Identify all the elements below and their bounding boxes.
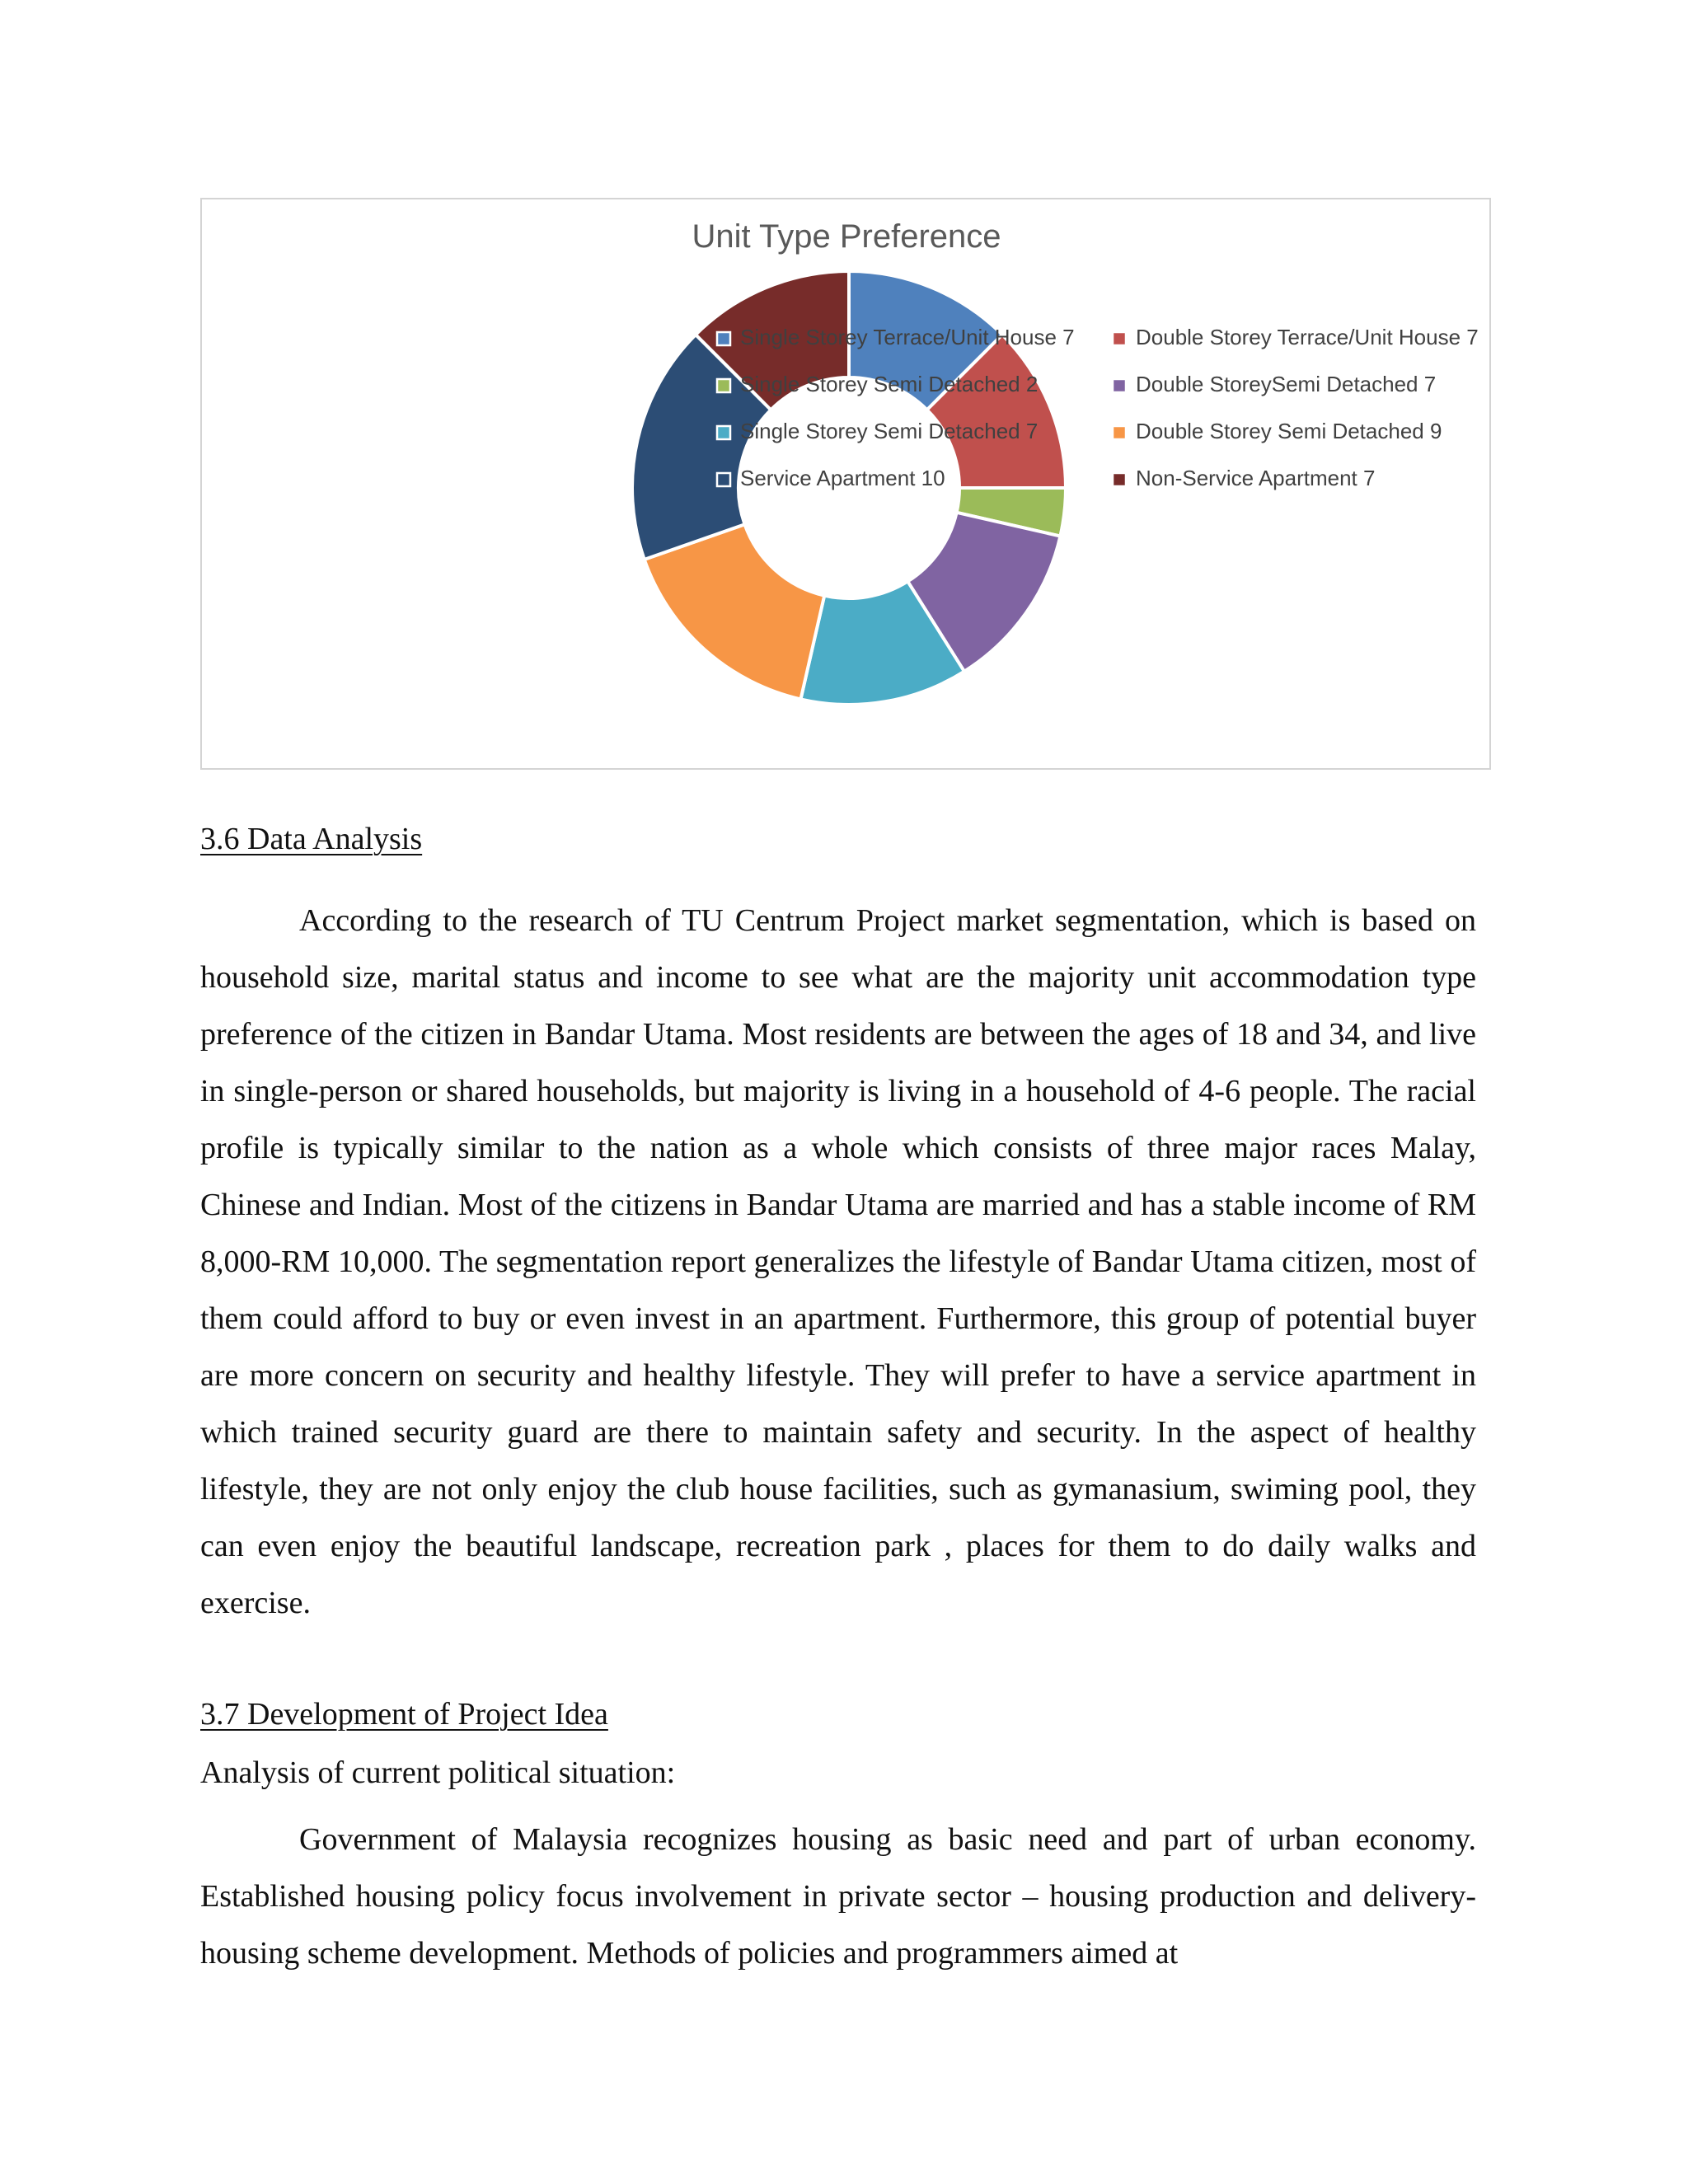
section-3-7-heading: 3.7 Development of Project Idea	[200, 1697, 608, 1732]
donut-chart	[202, 199, 1489, 768]
legend-swatch	[717, 473, 730, 486]
legend-label: Non-Service Apartment 7	[1136, 466, 1376, 490]
legend-swatch	[717, 426, 730, 439]
legend-swatch	[717, 379, 730, 392]
legend-label: Single Storey Semi Detached 2	[740, 372, 1039, 396]
chart-frame	[200, 198, 1491, 770]
legend-swatch	[1113, 332, 1126, 345]
section-3-7-subheading: Analysis of current political situation:	[200, 1755, 676, 1790]
section-3-6-paragraph: According to the research of TU Centrum Project market segmentation, which is based on household size, marital status and income to see what are the majority unit accommodation type preference of the citizen in Bandar Utama. Most residents are between the ages of 18 and 34, and live in single-person or shared households, but majority is living in a household of 4-6 people. The racial profile is typically similar to the nation as a whole which consists of three major races Malay, Chinese and Indian. Most of the citizens in Bandar Utama are married and has a stable income of RM 8,000-RM 10,000. The segmentation report generalizes the lifestyle of Bandar Utama citizen, most of them could afford to buy or even invest in an apartment. Furthermore, this group of potential buyer are more concern on security and healthy lifestyle. They will prefer to have a service apartment in which trained security guard are there to maintain safety and security. In the aspect of healthy lifestyle, they are not only enjoy the club house facilities, such as gymanasium, swiming pool, they can even enjoy the beautiful landscape, recreation park , places for them to do daily walks and exercise.	[200, 903, 1476, 1620]
legend-label: Single Storey Terrace/Unit House 7	[740, 325, 1075, 349]
legend-swatch	[1113, 379, 1126, 392]
section-3-6-heading: 3.6 Data Analysis	[200, 822, 423, 856]
legend-swatch	[717, 332, 730, 345]
legend-label: Double Storey Semi Detached 9	[1136, 419, 1442, 443]
legend-label: Double StoreySemi Detached 7	[1136, 372, 1437, 396]
legend-swatch	[1113, 426, 1126, 439]
legend-swatch	[1113, 473, 1126, 486]
legend-label: Service Apartment 10	[740, 466, 945, 490]
legend-label: Single Storey Semi Detached 7	[740, 419, 1039, 443]
section-3-7-paragraph: Government of Malaysia recognizes housing as basic need and part of urban economy. Established housing policy focus involvement in private sector – housing production and delivery- housing scheme development. Methods of policies and programmers aimed at	[200, 1822, 1476, 1971]
legend-label: Double Storey Terrace/Unit House 7	[1136, 325, 1479, 349]
chart-title: Unit Type Preference	[692, 218, 1001, 255]
